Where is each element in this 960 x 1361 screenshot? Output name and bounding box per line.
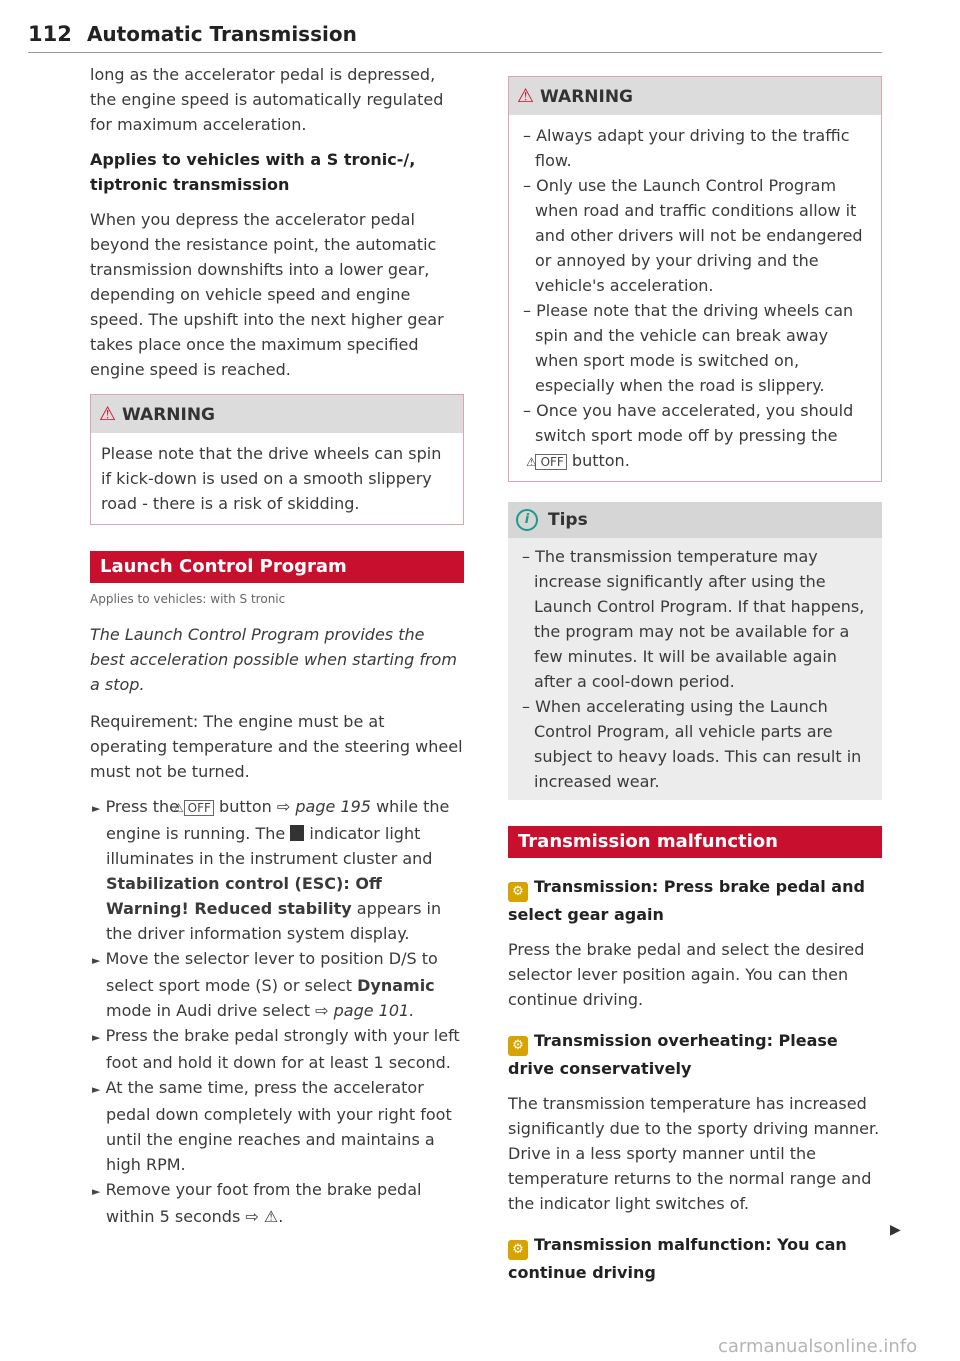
step-arrow-icon: ► — [92, 954, 101, 967]
warning-list — [509, 115, 881, 481]
requirement-text: Requirement: The engine must be at operating temperature and the steering wheel must not be turned. — [90, 712, 463, 781]
transmission-warning-icon: ⚙ — [508, 1240, 528, 1260]
message-text: Press the brake pedal and select the desired selector lever position again. You can then continue driving. — [508, 940, 865, 1009]
step-arrow-icon: ► — [92, 802, 101, 815]
tips-header — [508, 502, 882, 538]
message-heading: ⚙ Transmission malfunction: You can continue driving — [508, 1235, 847, 1282]
section-title-launch-control: Launch Control Program — [90, 551, 464, 583]
kickdown-paragraph: When you depress the accelerator pedal beyond the resistance point, the automatic transmission downshifts into a lower gear, depending on vehicle speed and engine speed. The upshift into the next higher gear takes place once the maximum specified engine speed is reached. — [90, 210, 444, 379]
applies-subheading: Applies to vehicles with a S tronic-/, tiptronic transmission — [90, 150, 416, 194]
esc-off-button-label: ⚠ OFF — [535, 454, 567, 470]
tips-item: – The transmission temperature may increase significantly after using the Launch Control Program. If that happens, the program may not be available for a few minutes. It will be available again after a cool-down period. — [522, 547, 865, 691]
warning-item: – Only use the Launch Control Program when road and traffic conditions allow it and other drivers will not be endangered or annoyed by your driving and the vehicle's acceleration. — [523, 176, 863, 295]
step-arrow-icon: ► — [92, 1083, 101, 1096]
message-heading: ⚙ Transmission: Press brake pedal and select gear again — [508, 877, 865, 924]
warning-item: – Always adapt your driving to the traffic flow. — [523, 126, 850, 170]
tips-box — [508, 502, 882, 800]
step-item: ► Move the selector lever to position D/S to select sport mode (S) or select Dynamic mode in Audi drive select ⇨ page 101. — [92, 949, 438, 1020]
page-number: 112 — [28, 22, 72, 46]
warning-title: WARNING — [540, 87, 634, 107]
step-arrow-icon: ► — [92, 1031, 101, 1044]
warning-triangle-icon: ⚠ — [517, 85, 535, 107]
page-reference: ⇨ page 195 — [276, 797, 371, 816]
step-item: ► Remove your foot from the brake pedal within 5 seconds ⇨ ⚠. — [92, 1180, 422, 1226]
step-item: ► Press the ⚠ OFF button ⇨ page 195 while the engine is running. The indicator light illuminates in the instrument cluster and Stabilization control (ESC): Off Warning! Reduced stability appears in the driver information system display. — [92, 797, 450, 943]
warning-item: – Please note that the driving wheels can spin and the vehicle can break away when sport mode is switched on, especially when the road is slippery. — [523, 301, 854, 395]
step-arrow-icon: ► — [92, 1185, 101, 1198]
display-message: Stabilization control (ESC): Off Warning! Reduced stability — [106, 874, 382, 918]
transmission-warning-icon: ⚙ — [508, 882, 528, 902]
kickdown-warning-box — [90, 394, 464, 525]
esc-indicator-icon — [290, 825, 304, 841]
applies-note: Applies to vehicles: with S tronic — [90, 592, 286, 606]
tips-list — [508, 538, 882, 800]
step-item: ► At the same time, press the accelerator pedal down completely with your right foot until the engine reaches and maintains a high RPM. — [92, 1078, 452, 1174]
section-summary: The Launch Control Program provides the best acceleration possible when starting from a stop. — [90, 625, 457, 694]
watermark: carmanualsonline.info — [718, 1336, 918, 1357]
warning-header — [91, 395, 463, 433]
warning-reference: ⇨ ⚠. — [245, 1207, 284, 1226]
section-title-transmission-malfunction: Transmission malfunction — [508, 826, 882, 858]
page-reference: ⇨ page 101. — [315, 1001, 415, 1020]
transmission-warning-icon: ⚙ — [508, 1036, 528, 1056]
warning-text: Please note that the drive wheels can spin if kick-down is used on a smooth slippery road - there is a risk of skidding. — [101, 444, 442, 513]
right-column — [508, 62, 882, 1295]
left-column — [90, 62, 464, 1229]
warning-item: – Once you have accelerated, you should switch sport mode off by pressing the ⚠ OFF button. — [523, 401, 854, 470]
tips-item: – When accelerating using the Launch Control Program, all vehicle parts are subject to heavy loads. This can result in increased wear. — [522, 697, 862, 791]
tips-title: Tips — [548, 510, 588, 530]
launch-warning-box — [508, 76, 882, 482]
info-icon: i — [516, 509, 538, 531]
intro-paragraph: long as the accelerator pedal is depressed, the engine speed is automatically regulated for maximum acceleration. — [90, 65, 444, 134]
page-title: Automatic Transmission — [86, 22, 357, 46]
continue-arrow-icon: ▶ — [890, 1222, 901, 1238]
warning-triangle-icon: ⚠ — [99, 403, 117, 425]
page-header — [28, 22, 882, 53]
warning-title: WARNING — [122, 405, 216, 425]
warning-header — [509, 77, 881, 115]
message-heading: ⚙ Transmission overheating: Please drive conservatively — [508, 1031, 838, 1078]
esc-off-button-label: ⚠ OFF — [184, 800, 214, 816]
step-item: ► Press the brake pedal strongly with your left foot and hold it down for at least 1 second. — [92, 1026, 460, 1072]
message-text: The transmission temperature has increased significantly due to the sporty driving manner. Drive in a less sporty manner until the temperature returns to the normal range and the indicator light switches of. — [508, 1094, 880, 1213]
